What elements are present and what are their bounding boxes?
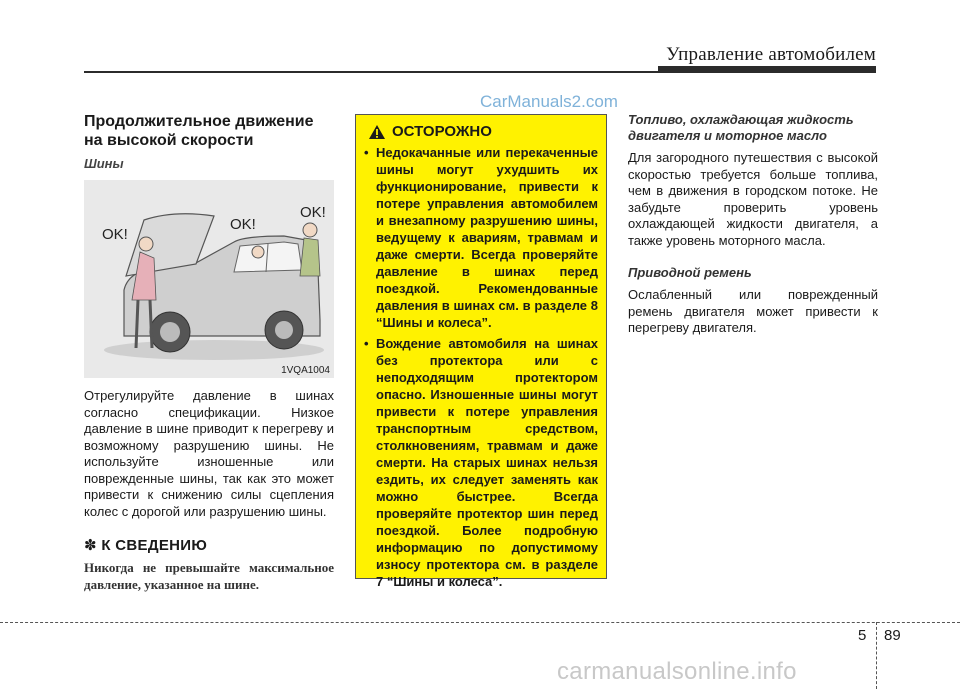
footer-divider (876, 622, 877, 689)
footer-rule (0, 622, 960, 623)
left-column (84, 112, 334, 593)
section-title: Продолжительное движение на высокой скорости (84, 113, 314, 149)
warning-triangle-icon (368, 124, 386, 140)
warning-box (355, 114, 607, 589)
fluids-heading: Топливо, охлаждающая жидкость двигателя и моторное масло (628, 112, 854, 143)
page-number: 89 (884, 627, 901, 644)
warning-item-text: Недокачанные или перекаченные шины могут ухудшить их функционирование, привести к потере управления автомобилем и внезапному разрушению шины, ведущему к авариям, травмам и даже смерти. Всегда проверяйте давление в шинах перед поездкой. Рекомендованные давления в шинах см. в разделе 8 “Шины и колеса”. (376, 145, 598, 330)
header-title: Управление автомобилем (666, 44, 876, 65)
caution-text: Никогда не превышайте максимальное давление, указанное на шине. (84, 560, 334, 592)
car-illustration (84, 180, 334, 378)
fluids-paragraph: Для загородного путешествия с высокой скоростью требуется больше топлива, чем в движения в городском потоке. Не забудьте проверить уровень охлаждающей жидкости двигателя, а также уровень моторного масла. (628, 150, 878, 248)
right-column (628, 112, 878, 337)
watermark-bottom[interactable]: carmanualsonline.info (557, 658, 797, 685)
watermark-top[interactable]: CarManuals2.com (480, 92, 618, 111)
warning-item (364, 144, 598, 331)
chapter-number: 5 (858, 627, 867, 644)
bullet-icon: • (364, 145, 369, 160)
bullet-icon: • (364, 336, 369, 351)
subsection-title-tires: Шины (84, 156, 124, 171)
ok-label: OK! (300, 204, 326, 221)
ok-label: OK! (230, 216, 256, 233)
warning-item-text: Вождение автомобиля на шинах без протектора или с неподходящим протектором опасно. Изношенные шины могут привести к потере управления транспортным средством, столкновениям, травмам и даже смерти. На старых шинах нельзя ездить, их следует заменять как можно быстрее. Всегда проверяйте протектор шин перед поездкой. Более подробную информацию по допустимому износу протектора см. в разделе 7 “Шины и колеса”. (376, 336, 598, 589)
header-rule (84, 71, 876, 73)
figure-car-hood-open (84, 180, 334, 378)
caution-title: ✽ К СВЕДЕНИЮ (84, 537, 208, 554)
ok-label: OK! (102, 226, 128, 243)
warning-title: ОСТОРОЖНО (392, 123, 492, 140)
belt-heading: Приводной ремень (628, 265, 752, 280)
tires-paragraph: Отрегулируйте давление в шинах согласно спецификации. Низкое давление в шине приводит к перегреву и возможному разрушению шины. Не используйте изношенные или поврежденные шины, так как это может привести к снижению силы сцепления колес с дорогой или разрушению шины. (84, 388, 334, 519)
warning-item (364, 335, 598, 590)
warning-header (368, 123, 598, 140)
figure-code: 1VQA1004 (281, 365, 330, 376)
belt-paragraph: Ослабленный или поврежденный ремень двигателя может привести к перегреву двигателя. (628, 287, 878, 335)
